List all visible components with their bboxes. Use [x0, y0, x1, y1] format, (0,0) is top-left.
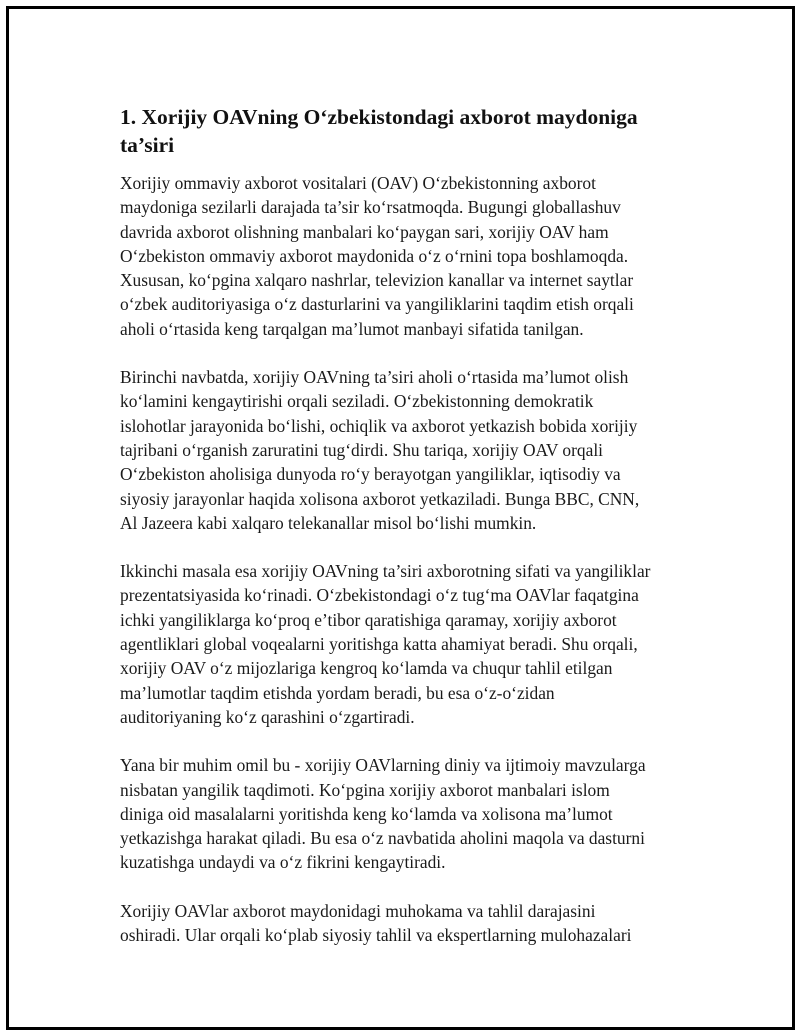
text-line: Xorijiy OAVlar axborot maydonidagi muhokama va tahlil darajasini	[120, 900, 596, 921]
text-line: agentliklari global voqealarni yoritishga katta ahamiyat beradi. Shu orqali,	[120, 634, 638, 655]
text-line: Al Jazeera kabi xalqaro telekanallar misol bo‘lishi mumkin.	[120, 512, 537, 533]
text-line: Birinchi navbatda, xorijiy OAVning ta’siri aholi o‘rtasida ma’lumot olish	[120, 367, 629, 388]
text-line: oshiradi. Ular orqali ko‘plab siyosiy tahlil va ekspertlarning mulohazalari	[120, 925, 632, 946]
text-line: Yana bir muhim omil bu - xorijiy OAVlarning diniy va ijtimoiy mavzularga	[120, 755, 646, 776]
text-line: yetkazishga harakat qiladi. Bu esa o‘z navbatida aholini maqola va dasturni	[120, 828, 645, 849]
text-line: Xorijiy ommaviy axborot vositalari (OAV) O‘zbekistonning axborot	[120, 173, 596, 193]
text-line: auditoriyaning ko‘z qarashini o‘zgartiradi.	[120, 706, 415, 727]
text-line: tajribani o‘rganish zaruratini tug‘dirdi. Shu tariqa, xorijiy OAV orqali	[120, 439, 603, 460]
paragraph-2	[120, 365, 705, 535]
paragraph-3	[120, 559, 705, 729]
text-line: nisbatan yangilik taqdimoti. Ko‘pgina xorijiy axborot manbalari islom	[120, 779, 610, 800]
text-line: islohotlar jarayonida bo‘lishi, ochiqlik va axborot yetkazish bobida xorijiy	[120, 415, 638, 436]
text-line: O‘zbekiston ommaviy axborot maydonida o‘z o‘rnini topa boshlamoqda.	[120, 245, 629, 266]
page-frame	[6, 6, 795, 1030]
heading-line: 1. Xorijiy OAVning O‘zbekistondagi axborot maydoniga	[120, 105, 638, 129]
section-heading	[120, 103, 705, 159]
heading-line: ta’siri	[120, 133, 175, 157]
text-line: Ikkinchi masala esa xorijiy OAVning ta’siri axborotning sifati va yangiliklar	[120, 561, 651, 582]
text-line: ichki yangiliklarga ko‘proq e’tibor qaratishiga qaramay, xorijiy axborot	[120, 609, 617, 630]
document-body	[120, 103, 705, 971]
text-line: o‘zbek auditoriyasiga o‘z dasturlarini va yangiliklarini taqdim etish orqali	[120, 294, 634, 315]
text-line: siyosiy jarayonlar haqida xolisona axborot yetkaziladi. Bunga BBC, CNN,	[120, 488, 640, 509]
text-line: O‘zbekiston aholisiga dunyoda ro‘y berayotgan yangiliklar, iqtisodiy va	[120, 464, 621, 485]
text-line: maydoniga sezilarli darajada ta’sir ko‘rsatmoqda. Bugungi globallashuv	[120, 197, 621, 218]
paragraph-5	[120, 899, 705, 948]
text-line: davrida axborot olishning manbalari ko‘paygan sari, xorijiy OAV ham	[120, 221, 609, 242]
text-line: xorijiy OAV o‘z mijozlariga kengroq ko‘lamda va chuqur tahlil etilgan	[120, 658, 613, 679]
text-line: kuzatishga undaydi va o‘z fikrini kengaytiradi.	[120, 852, 446, 873]
text-line: prezentatsiyasida ko‘rinadi. O‘zbekistondagi o‘z tug‘ma OAVlar faqatgina	[120, 585, 639, 606]
text-line: ma’lumotlar taqdim etishda yordam beradi, bu esa o‘z-o‘zidan	[120, 682, 555, 703]
text-line: Xususan, ko‘pgina xalqaro nashrlar, televizion kanallar va internet saytlar	[120, 270, 634, 291]
text-line: ko‘lamini kengaytirishi orqali seziladi. O‘zbekistonning demokratik	[120, 391, 594, 412]
text-line: diniga oid masalalarni yoritishda keng ko‘lamda va xolisona ma’lumot	[120, 803, 613, 824]
paragraph-1	[120, 171, 705, 341]
paragraph-4	[120, 753, 705, 874]
text-line: aholi o‘rtasida keng tarqalgan ma’lumot manbayi sifatida tanilgan.	[120, 318, 584, 339]
